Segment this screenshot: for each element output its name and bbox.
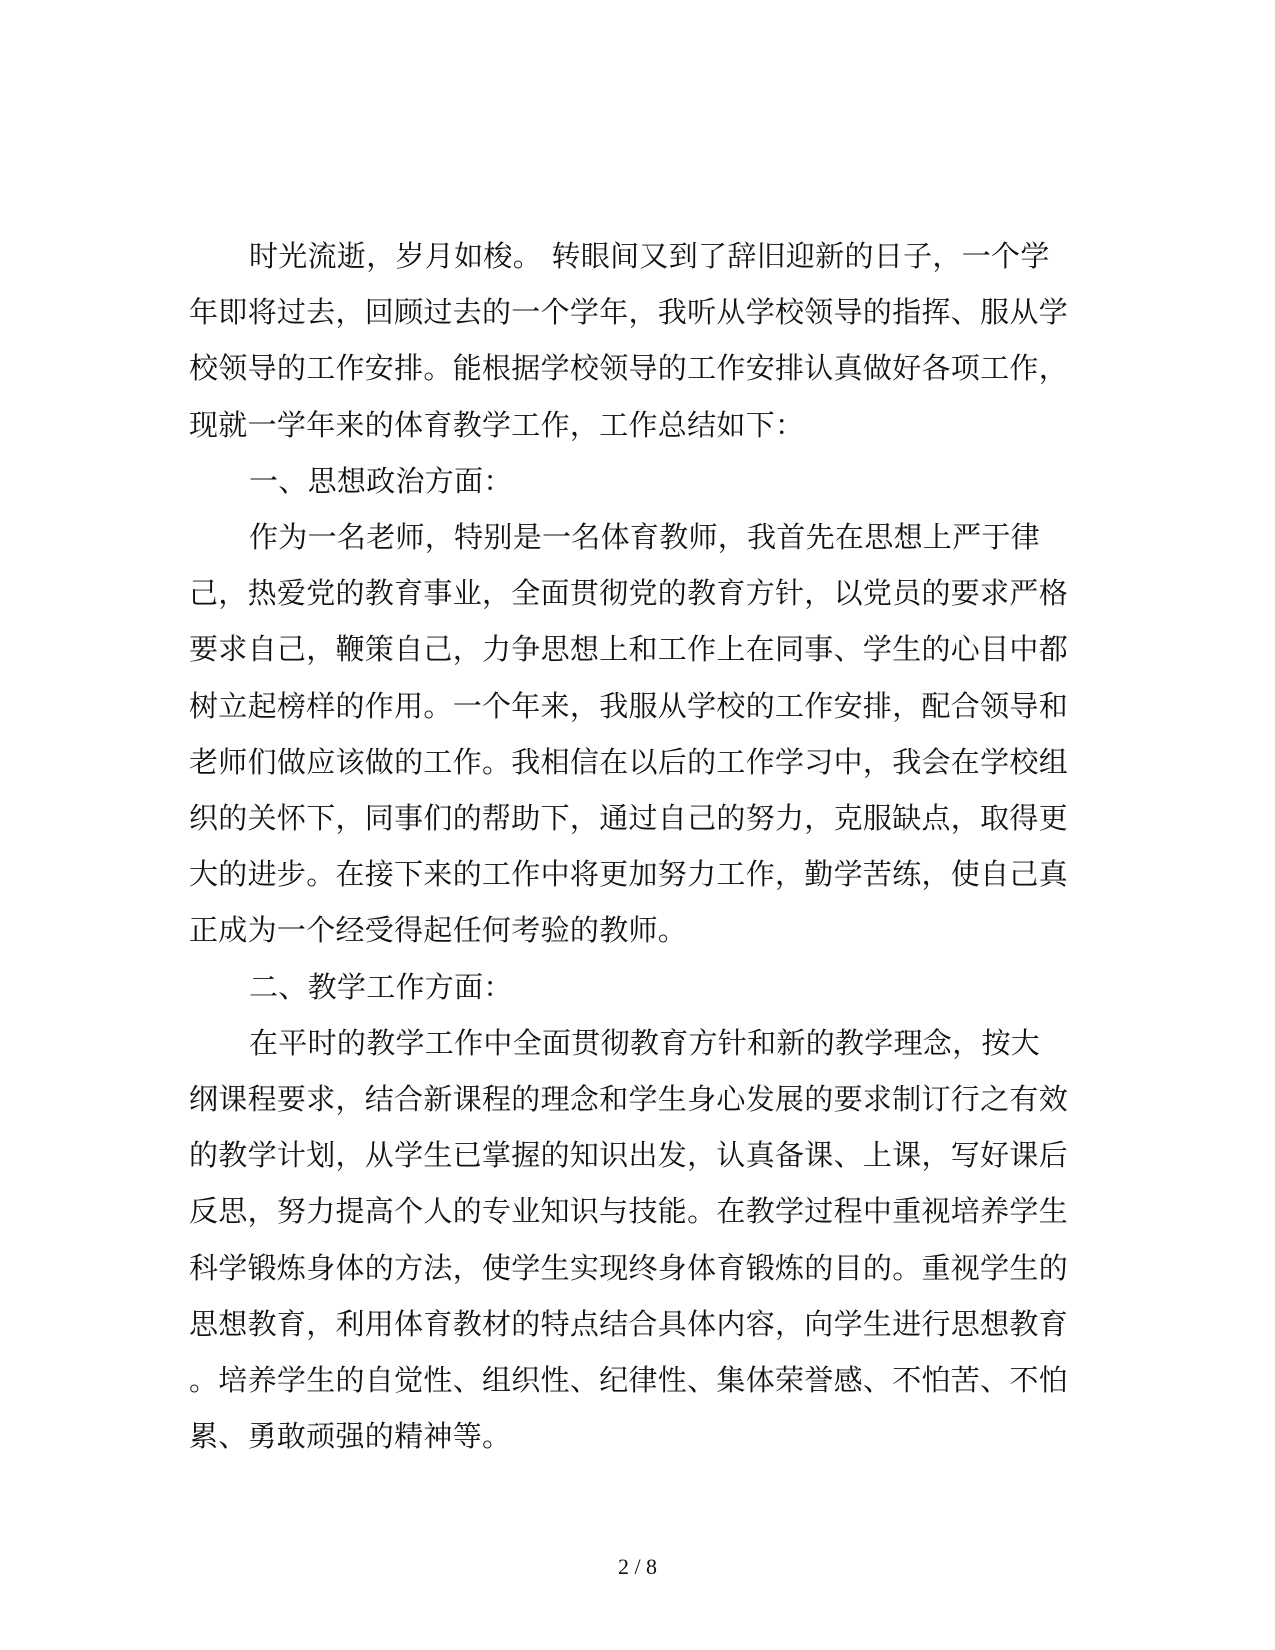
paragraph-political: 作为一名老师，特别是一名体育教师，我首先在思想上严于律己，热爱党的教育事业，全面贯彻党的教育方针，以党员的要求严格要求自己，鞭策自己，力争思想上和工作上在同事、学生的心目中都树立起榜样的作用。一个年来，我服从学校的工作安排，配合领导和老师们做应该做的工作。我相信在以后的工作学习中，我会在学校组织的关怀下，同事们的帮助下，通过自己的努力，克服缺点，取得更大的进步。在接下来的工作中将更加努力工作，勤学苦练，使自己真正成为一个经受得起任何考验的教师。 (189, 520, 1069, 948)
document-body (189, 228, 1069, 1464)
paragraph-intro: 时光流逝，岁月如梭。 转眼间又到了辞旧迎新的日子，一个学年即将过去，回顾过去的一个学年，我听从学校领导的指挥、服从学校领导的工作安排。能根据学校领导的工作安排认真做好各项工作，现就一学年来的体育教学工作，工作总结如下： (189, 239, 1069, 442)
section-heading-teaching: 二、教学工作方面： (249, 969, 513, 1004)
paragraph-teaching: 在平时的教学工作中全面贯彻教育方针和新的教学理念，按大纲课程要求，结合新课程的理念和学生身心发展的要求制订行之有效的教学计划，从学生已掌握的知识出发，认真备课、上课，写好课后反思，努力提高个人的专业知识与技能。在教学过程中重视培养学生科学锻炼身体的方法，使学生实现终身体育锻炼的目的。重视学生的思想教育，利用体育教材的特点结合具体内容，向学生进行思想教育。培养学生的自觉性、组织性、纪律性、集体荣誉感、不怕苦、不怕累、勇敢顽强的精神等。 (189, 1025, 1069, 1454)
section-heading-political: 一、思想政治方面： (249, 463, 513, 498)
page-number: 2 / 8 (617, 1554, 658, 1579)
